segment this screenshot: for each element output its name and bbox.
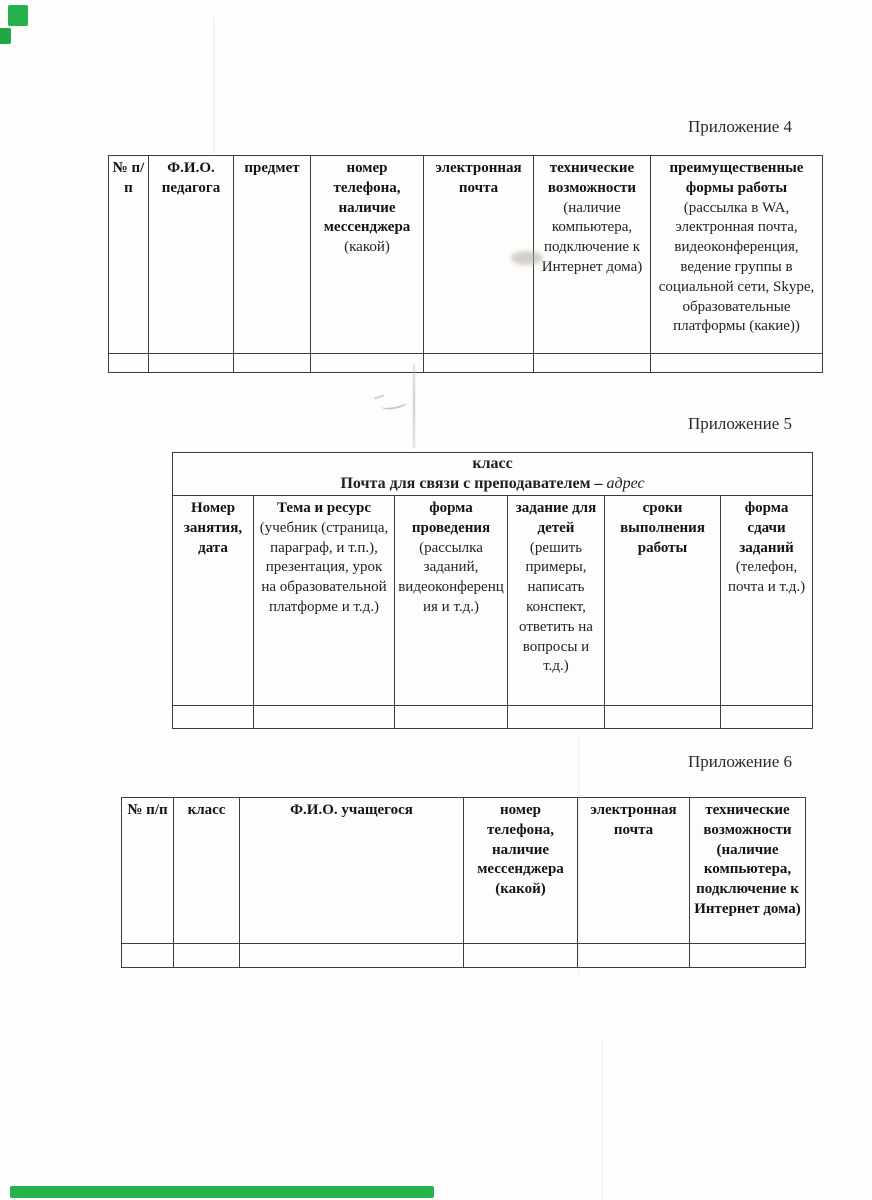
col-header-tech-capabilities — [690, 798, 806, 944]
empty-data-row — [173, 706, 813, 729]
col-header-email — [578, 798, 690, 944]
header-bold-text: номер телефона, наличие мессенджера — [477, 802, 564, 878]
header-bold-text: Тема и ресурс — [277, 500, 371, 516]
table-cell — [395, 706, 508, 729]
col-header-phone-messenger — [464, 798, 578, 944]
table-cell — [534, 354, 651, 373]
header-bold-text: Ф.И.О. учащегося — [290, 802, 413, 818]
header-bold-text: электронная почта — [590, 802, 677, 838]
table-cell — [109, 354, 149, 373]
table-title — [173, 453, 813, 496]
students-contact-table — [121, 797, 806, 968]
scanner-green-bar — [10, 1186, 434, 1198]
header-row — [109, 156, 823, 354]
header-bold-text: № п/п — [127, 802, 168, 818]
header-note-text: (учебник (страница, параграф, и т.п.), презентация, урок на образовательной платформе и т.д.) — [259, 519, 389, 615]
scan-scribble-artifact — [374, 394, 384, 399]
table-cell — [721, 706, 813, 729]
header-row — [122, 798, 806, 944]
table-cell — [234, 354, 311, 373]
table-cell — [578, 944, 690, 968]
teachers-contact-table — [108, 155, 823, 373]
header-note-text: (наличие компьютера, подключение к Интернет дома) — [541, 199, 643, 275]
header-note-text: (телефон, почта и т.д.) — [727, 559, 806, 596]
header-note-text: (рассылка в WA, электронная почта, видеоконференция, ведение группы в социальной сети, Skype, образовательные платформы (какие)) — [658, 199, 815, 335]
header-bold-text: предмет — [244, 160, 300, 176]
table-cell — [690, 944, 806, 968]
class-title-text: класс — [472, 455, 513, 473]
table-cell — [651, 354, 823, 373]
table-cell — [605, 706, 721, 729]
col-header-deadline — [605, 496, 721, 706]
header-bold-text: № п/п — [112, 160, 145, 196]
col-header-topic-resource — [254, 496, 395, 706]
col-header-subject — [234, 156, 311, 354]
table-cell — [311, 354, 424, 373]
scan-streak-artifact — [213, 18, 215, 154]
table-title-row — [173, 453, 813, 496]
scan-smudge-artifact — [511, 251, 543, 265]
appendix-6-label: Приложение 6 — [688, 752, 792, 771]
col-header-children-task — [508, 496, 605, 706]
col-header-work-forms — [651, 156, 823, 354]
header-bold-text: форма проведения — [411, 500, 491, 536]
table-cell — [424, 354, 534, 373]
header-note-text: (решить примеры, написать конспект, ответить на вопросы и т.д.) — [519, 539, 593, 675]
empty-data-row — [122, 944, 806, 968]
scan-streak-artifact — [578, 735, 580, 975]
lesson-schedule-table — [172, 452, 813, 729]
header-bold-text: Номер занятия, дата — [183, 500, 243, 556]
empty-data-row — [109, 354, 823, 373]
table-cell — [174, 944, 240, 968]
col-header-teacher-name — [149, 156, 234, 354]
title-bold-text: Почта для связи с преподавателем – — [340, 475, 603, 492]
col-header-phone-messenger — [311, 156, 424, 354]
scan-scribble-artifact — [380, 398, 407, 411]
header-bold-text: Ф.И.О. педагога — [161, 160, 221, 196]
table-cell — [508, 706, 605, 729]
header-bold-text: технические возможности — [547, 160, 637, 196]
scanner-green-mark — [0, 28, 11, 44]
col-header-submission-form — [721, 496, 813, 706]
header-bold-text: класс — [187, 802, 226, 818]
header-note-text: (какой) — [495, 881, 546, 898]
table-cell — [254, 706, 395, 729]
header-note-text: (наличие компьютера, подключение к Интернет дома) — [694, 841, 801, 917]
table-cell — [464, 944, 578, 968]
header-bold-text: преимущественные формы работы — [669, 160, 804, 196]
header-bold-text: номер телефона, наличие мессенджера — [323, 160, 411, 236]
table-cell — [173, 706, 254, 729]
header-row — [173, 496, 813, 706]
scan-crease-artifact — [413, 364, 415, 448]
scan-streak-artifact — [601, 1040, 603, 1200]
col-header-tech-capabilities — [534, 156, 651, 354]
header-bold-text: технические возможности — [703, 802, 792, 838]
col-header-number — [122, 798, 174, 944]
appendix-5-label: Приложение 5 — [688, 414, 792, 433]
scanner-green-mark — [8, 5, 28, 26]
table-cell — [122, 944, 174, 968]
col-header-class — [174, 798, 240, 944]
appendix-4-label: Приложение 4 — [688, 117, 792, 136]
title-address-placeholder: адрес — [606, 475, 645, 492]
header-bold-text: задание для детей — [515, 500, 597, 536]
col-header-number — [109, 156, 149, 354]
table-cell — [240, 944, 464, 968]
header-bold-text: сроки выполнения работы — [620, 500, 705, 556]
header-bold-text: электронная почта — [435, 160, 522, 196]
table-cell — [149, 354, 234, 373]
col-header-lesson-number-date — [173, 496, 254, 706]
header-note-text: (какой) — [344, 239, 390, 256]
header-bold-text: форма сдачи заданий — [739, 500, 794, 556]
header-note-text: (рассылка заданий, видеоконференция и т.д.) — [398, 539, 504, 615]
col-header-student-name — [240, 798, 464, 944]
contact-email-title — [177, 474, 808, 494]
col-header-delivery-form — [395, 496, 508, 706]
